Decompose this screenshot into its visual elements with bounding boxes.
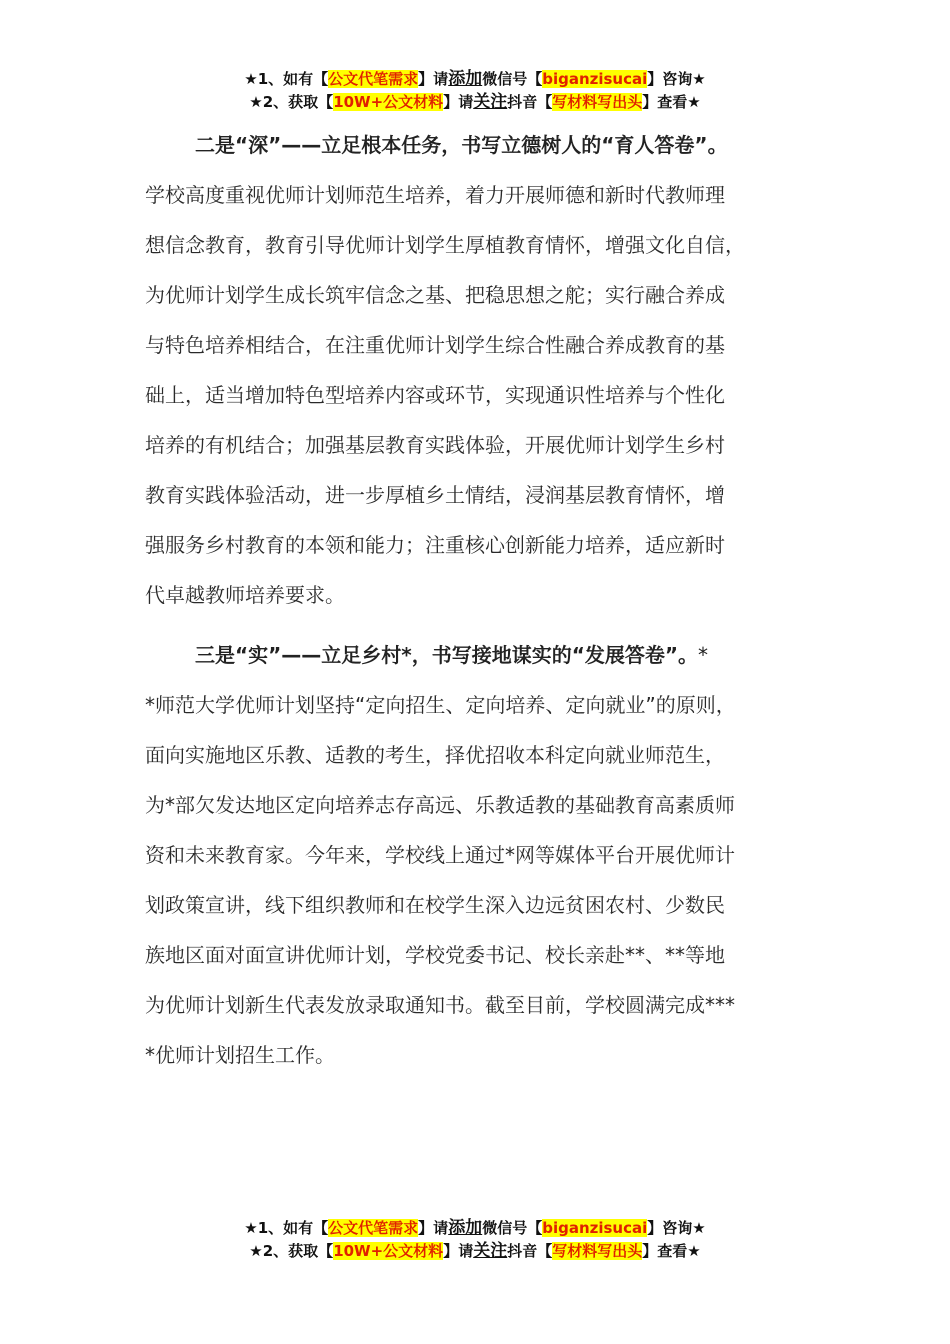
promo-text: 】请: [418, 1219, 449, 1237]
promo-text: 】咨询★: [647, 70, 706, 88]
promo-banner-top: [0, 68, 950, 114]
promo-line-2: [0, 91, 950, 114]
promo-highlight: 10W+公文材料: [333, 1242, 444, 1260]
paragraph-gap: [145, 620, 825, 630]
body-line: *师范大学优师计划坚持“定向招生、定向培养、定向就业”的原则，: [145, 693, 736, 717]
promo-text: 抖音【: [507, 1242, 553, 1260]
promo-text: ★1、如有【: [244, 1219, 329, 1237]
body-line: 代卓越教师培养要求。: [145, 583, 345, 607]
body-line: 教育实践体验活动，进一步厚植乡土情结，浸润基层教育情怀，增: [145, 483, 725, 507]
promo-line-1: [0, 68, 950, 91]
promo-text: 微信号【: [482, 70, 543, 88]
body-line: 学校高度重视优师计划师范生培养，着力开展师德和新时代教师理: [145, 183, 725, 207]
body-line: 与特色培养相结合，在注重优师计划学生综合性融合养成教育的基: [145, 333, 725, 357]
body-line: 划政策宣讲，线下组织教师和在校学生深入边远贫困农村、少数民: [145, 893, 725, 917]
promo-banner-bottom: [0, 1217, 950, 1263]
promo-text: 抖音【: [507, 93, 553, 111]
promo-line-1: [0, 1217, 950, 1240]
promo-highlight: 写材料写出头: [552, 93, 643, 111]
body-line: 强服务乡村教育的本领和能力；注重核心创新能力培养，适应新时: [145, 533, 725, 557]
promo-text: 】请: [418, 70, 449, 88]
promo-text: ★1、如有【: [244, 70, 329, 88]
body-line: 族地区面对面宣讲优师计划，学校党委书记、校长亲赴**、**等地: [145, 943, 725, 967]
promo-text: 】请: [443, 1242, 474, 1260]
promo-text: 】咨询★: [647, 1219, 706, 1237]
body-line: 想信念教育，教育引导优师计划学生厚植教育情怀，增强文化自信，: [145, 233, 745, 257]
promo-highlight: 10W+公文材料: [333, 93, 444, 111]
body-line: *优师计划招生工作。: [145, 1043, 335, 1067]
body-line: 为*部欠发达地区定向培养志存高远、乐教适教的基础教育高素质师: [145, 793, 735, 817]
promo-highlight: 写材料写出头: [552, 1242, 643, 1260]
promo-highlight: 公文代笔需求: [328, 1219, 419, 1237]
promo-text: 微信号【: [482, 1219, 543, 1237]
promo-underline: 关注: [473, 92, 508, 112]
promo-highlight: biganzisucai: [542, 1219, 648, 1237]
body-line: 为优师计划学生成长筑牢信念之基、把稳思想之舵；实行融合养成: [145, 283, 725, 307]
body-line: 资和未来教育家。今年来，学校线上通过*网等媒体平台开展优师计: [145, 843, 735, 867]
promo-text: ★2、获取【: [249, 1242, 334, 1260]
document-body: [145, 120, 825, 1080]
promo-underline: 关注: [473, 1241, 508, 1261]
promo-line-2: [0, 1240, 950, 1263]
promo-text: ★2、获取【: [249, 93, 334, 111]
promo-underline: 添加: [448, 69, 483, 89]
promo-highlight: biganzisucai: [542, 70, 648, 88]
body-line: 为优师计划新生代表发放录取通知书。截至目前，学校圆满完成***: [145, 993, 735, 1017]
heading-text: 三是“实”——立足乡村*，书写接地谋实的“发展答卷”。: [195, 643, 699, 667]
section-heading: [145, 630, 825, 680]
promo-highlight: 公文代笔需求: [328, 70, 419, 88]
promo-text: 】查看★: [642, 1242, 701, 1260]
body-line: 础上，适当增加特色型培养内容或环节，实现通识性培养与个性化: [145, 383, 725, 407]
body-line: 培养的有机结合；加强基层教育实践体验，开展优师计划学生乡村: [145, 433, 725, 457]
section-heading: 二是“深”——立足根本任务，书写立德树人的“育人答卷”。: [195, 133, 728, 157]
promo-underline: 添加: [448, 1218, 483, 1238]
promo-text: 】请: [443, 93, 474, 111]
heading-tail: *: [698, 643, 709, 667]
body-line: 面向实施地区乐教、适教的考生，择优招收本科定向就业师范生，: [145, 743, 725, 767]
promo-text: 】查看★: [642, 93, 701, 111]
